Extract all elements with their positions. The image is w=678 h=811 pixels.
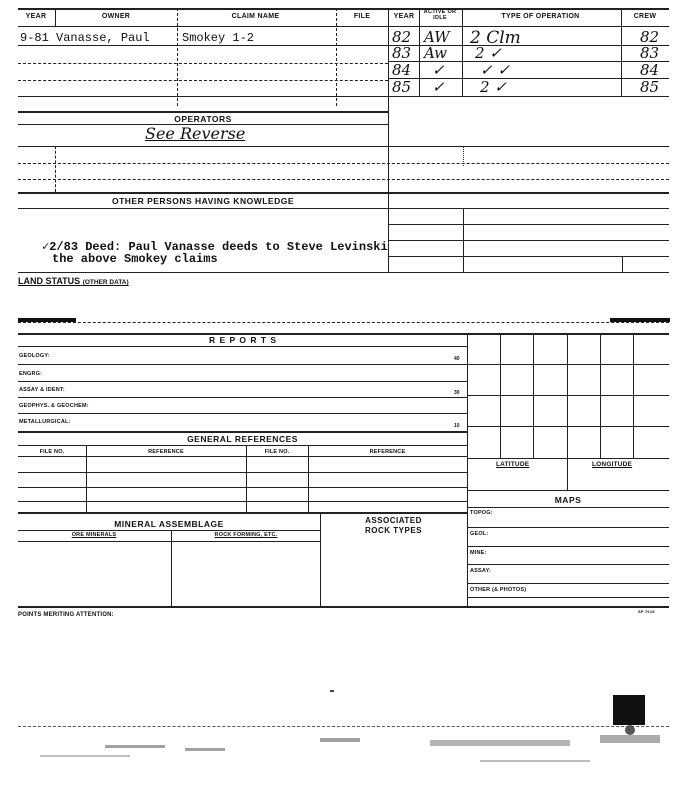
row-line <box>18 364 467 365</box>
latitude-label: LATITUDE <box>496 461 530 468</box>
grid-line <box>467 395 669 396</box>
row-line <box>18 431 467 433</box>
divider <box>55 8 56 26</box>
map-other: OTHER (& PHOTOS) <box>470 587 527 593</box>
row-line <box>18 146 669 147</box>
op-status: ✓ <box>432 78 445 96</box>
rock-forming: ROCK FORMING, ETC. <box>214 532 278 538</box>
col-file-1: FILE NO. <box>39 449 65 455</box>
row-line <box>18 163 669 164</box>
row-line <box>18 541 320 542</box>
row-line <box>388 256 669 257</box>
row-line <box>467 564 669 565</box>
op-crew: 84 <box>640 61 660 79</box>
points-attention: POINTS MERITING ATTENTION: <box>18 612 114 618</box>
divider <box>622 256 623 272</box>
row-line <box>18 606 669 608</box>
report-engrg: ENGRG: <box>19 371 43 377</box>
divider <box>419 8 420 96</box>
row-line <box>18 512 467 514</box>
op-year: 83 <box>392 44 412 62</box>
divider <box>308 445 309 512</box>
row-line <box>18 272 669 273</box>
scan-registration-mark <box>613 695 645 725</box>
map-topog: TOPOG: <box>470 510 493 516</box>
op-crew: 83 <box>640 44 660 62</box>
general-refs-heading: GENERAL REFERENCES <box>187 434 298 444</box>
scan-speck <box>430 740 570 746</box>
divider <box>567 333 568 490</box>
scan-speck <box>320 738 360 742</box>
divider <box>388 8 389 273</box>
knowledge-heading: OTHER PERSONS HAVING KNOWLEDGE <box>111 196 295 206</box>
top-border <box>18 8 669 10</box>
scan-speck <box>600 735 660 743</box>
report-geology: GEOLOGY: <box>19 353 50 359</box>
scan-speck <box>625 725 635 735</box>
row-line <box>467 583 669 584</box>
knowledge-note-2: the above Smokey claims <box>52 252 218 266</box>
row-line <box>18 192 669 194</box>
form-number: SP 7615 <box>638 609 655 614</box>
land-status-text: LAND STATUS <box>18 276 81 286</box>
header-owner: OWNER <box>101 13 131 20</box>
knowledge-note-1: ✓2/83 Deed: Paul Vanasse deeds to Steve Levinski <box>42 240 388 254</box>
map-assay: ASSAY: <box>470 568 492 574</box>
op-type: ✓ ✓ <box>480 61 510 79</box>
row-line <box>467 507 669 508</box>
scan-speck <box>330 690 334 692</box>
grid-line <box>467 364 669 365</box>
row-line <box>467 597 669 598</box>
op-crew: 85 <box>640 78 660 96</box>
header-crew: CREW <box>633 13 657 20</box>
row-line <box>18 96 388 97</box>
divider <box>55 146 56 192</box>
row-line <box>18 397 467 398</box>
row-line <box>18 111 388 113</box>
op-status: ✓ <box>432 61 445 79</box>
divider <box>463 146 464 166</box>
header-underline <box>18 26 669 27</box>
row-line <box>388 224 669 225</box>
maps-heading: MAPS <box>554 495 582 505</box>
op-year: 82 <box>392 28 412 46</box>
scan-line <box>18 726 669 727</box>
row-line <box>388 240 669 241</box>
owner-entry: 9-81 Vanasse, Paul <box>20 31 150 45</box>
row-line <box>467 527 669 528</box>
assoc-line-2: ROCK TYPES <box>364 526 422 535</box>
op-type: 2 ✓ <box>480 78 507 96</box>
report-num: 40 <box>454 356 460 362</box>
header-file: FILE <box>353 13 371 20</box>
report-num: 30 <box>454 390 460 396</box>
row-line <box>467 490 669 491</box>
row-line <box>18 80 388 81</box>
col-ref-2: REFERENCE <box>369 449 406 455</box>
grid-line <box>467 426 669 427</box>
land-status-label <box>18 276 129 286</box>
mineral-heading: MINERAL ASSEMBLAGE <box>114 519 224 529</box>
scan-speck <box>105 745 165 748</box>
divider <box>336 8 337 106</box>
scan-speck <box>185 748 225 751</box>
assoc-line-1: ASSOCIATED <box>365 516 422 525</box>
ops-line <box>388 78 669 79</box>
op-year: 84 <box>392 61 412 79</box>
claim-entry: Smokey 1-2 <box>182 31 255 45</box>
row-line <box>18 346 467 347</box>
divider <box>86 445 87 512</box>
row-line <box>18 63 388 64</box>
op-type: 2 Clm <box>470 28 521 48</box>
map-geol: GEOL: <box>470 531 489 537</box>
row-line <box>18 381 467 382</box>
report-geophys: GEOPHYS. & GEOCHEM: <box>19 403 89 409</box>
col-file-2: FILE NO. <box>264 449 290 455</box>
row-line <box>18 322 669 323</box>
row-line <box>18 179 669 180</box>
ops-line <box>388 96 669 97</box>
divider <box>621 8 622 96</box>
op-type: 2 ✓ <box>475 44 502 62</box>
report-num: 10 <box>454 423 460 429</box>
header-type-operation: TYPE OF OPERATION <box>501 13 580 20</box>
land-status-sublabel: (OTHER DATA) <box>82 279 129 286</box>
op-year: 85 <box>392 78 412 96</box>
row-line <box>18 45 388 46</box>
operators-heading: OPERATORS <box>174 114 232 124</box>
scan-speck <box>40 755 130 757</box>
grid-line <box>467 458 669 459</box>
divider <box>467 333 468 607</box>
ore-minerals: ORE MINERALS <box>71 532 117 538</box>
row-line <box>18 530 320 531</box>
report-assay: ASSAY & IDENT: <box>19 387 65 393</box>
header-active-idle: ACTIVE OR IDLE <box>423 9 457 21</box>
op-status: AW <box>424 28 450 46</box>
longitude-label: LONGITUDE <box>592 461 633 468</box>
row-line <box>388 208 669 209</box>
header-year: YEAR <box>25 13 47 20</box>
scan-speck <box>480 760 590 762</box>
col-ref-1: REFERENCE <box>148 449 184 455</box>
report-metallurgical: METALLURGICAL: <box>19 419 71 425</box>
op-crew: 82 <box>640 28 660 46</box>
reports-heading: R E P O R T S <box>208 335 278 345</box>
map-mine: MINE: <box>470 550 487 556</box>
operators-value: See Reverse <box>145 124 246 143</box>
header-year-2: YEAR <box>393 13 415 20</box>
knowledge-line <box>18 208 388 209</box>
row-line <box>18 413 467 414</box>
divider <box>463 208 464 272</box>
row-line <box>467 546 669 547</box>
header-claim-name: CLAIM NAME <box>231 13 280 20</box>
divider <box>462 8 463 96</box>
divider <box>177 8 178 106</box>
op-status: Aw <box>424 44 447 62</box>
divider <box>246 445 247 512</box>
